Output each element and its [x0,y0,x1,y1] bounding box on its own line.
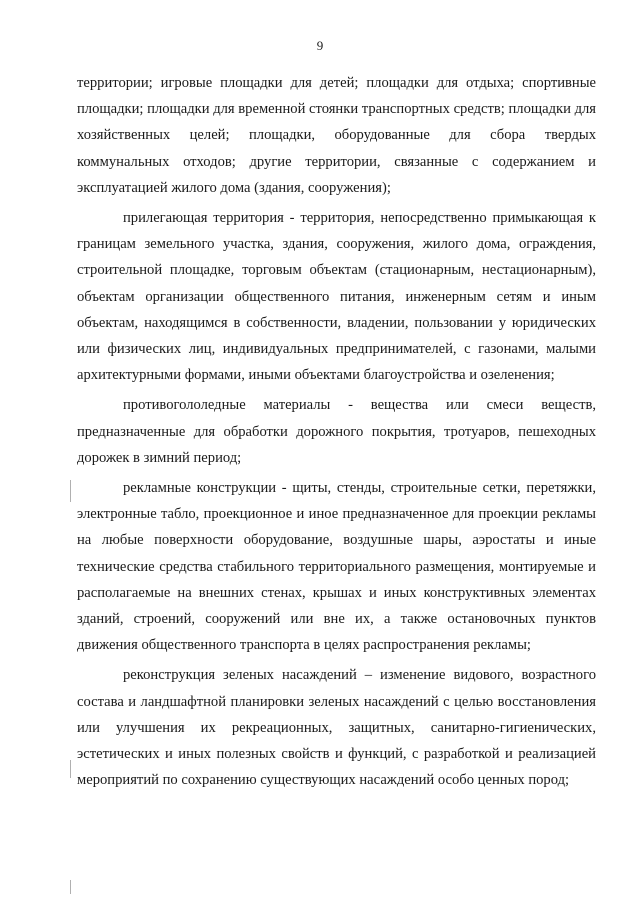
paragraph-anti-icing-materials: противогололедные материалы - вещества или смеси веществ, предназначенные для обработки дорожного покрытия, тротуаров, пешеходных дорожек в зимний период; [77,397,596,466]
scan-edge-mark [70,880,71,894]
paragraph-territory-continued: территории; игровые площадки для детей; площадки для отдыха; спортивные площадки; площадки для временной стоянки транспортных средств; площадки для хозяйственных целей; площадки, оборудованные для сбора твердых коммунальных отходов; другие территории, связанные с содержанием и эксплуатацией жилого дома (здания, сооружения); [77,75,596,196]
page-number: 9 [316,38,324,53]
paragraph-adjacent-territory: прилегающая территория - территория, непосредственно примыкающая к границам земельного участка, здания, сооружения, жилого дома, ограждения, строительной площадке, торговым объектам (стационарным, нестационарным), объектам организации общественного питания, инженерным сетям и иным объектам, находящимся в собственности, владении, пользовании у юридических или физических лиц, индивидуальных предпринимателей, с газонами, малыми архитектурными формами, иными объектами благоустройства и озеленения; [77,210,596,384]
page-body [77,70,596,793]
paragraph-green-space-reconstruction: реконструкция зеленых насаждений – изменение видового, возрастного состава и ландшафтной планировки зеленых насаждений с целью восстановления или улучшения их рекреационных, защитных, санитарно-гигиенических, эстетических и иных полезных свойств и функций, с разработкой и реализацией мероприятий по сохранению существующих насаждений особо ценных пород; [77,667,596,789]
paragraph-advertising-structures: рекламные конструкции - щиты, стенды, строительные сетки, перетяжки, электронные табло, проекционное и иное предназначенное для проекции рекламы на любые поверхности оборудование, воздушные шары, аэростаты и иные технические средства стабильного территориального размещения, монтируемые и располагаемые на внешних стенах, крышах и иных конструктивных элементах зданий, строений, сооружений или вне их, а также остановочных пунктов движения общественного транспорта в целях распространения рекламы; [77,480,596,654]
scan-edge-mark [70,480,71,502]
scan-edge-mark [70,760,71,778]
